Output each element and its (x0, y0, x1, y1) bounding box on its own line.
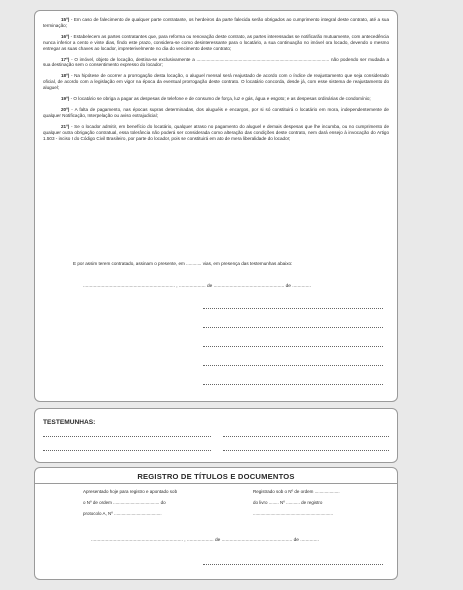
clause-number: 19º) (61, 96, 70, 102)
clause-16: 16º) - Estabelecem as partes contratantes que, para reforma ou renovação deste contrato, as partes interessadas se notificarão mutuamente, com antecedência nunca inferior a cento e vinte dias, findo este prazo, considera-se como desinteressante para o locatário, a sua continuação no imóvel ora locado, devendo o mesmo entregar as suas chaves ao locador, impreterivelmente no dia do vencimento deste contrato; (43, 33, 389, 51)
registry-box (34, 467, 398, 580)
witnesses-title: TESTEMUNHAS: (43, 419, 96, 426)
registry-left-column (83, 486, 177, 519)
signature-line (203, 346, 383, 347)
clause-text: O imóvel, objeto de locação, destina-se exclusivamente a ........................................................................................................ não podendo ser mudada a sua destinação sem o consentimento expresso do locador; (43, 56, 389, 68)
clause-text: A falta de pagamento, nas épocas supras determinadas, dos aluguéis e encargos, por si só constituirá o locatário em mora, independentemente de qualquer Notificação, Interpelação ou aviso extrajudicial; (43, 106, 389, 118)
witness-name-line (43, 450, 211, 451)
witnesses-box (34, 408, 398, 463)
registry-date-line: ..................................................................... , .................... de ..................................................... de .............. (91, 538, 319, 543)
registry-signature-line (203, 564, 383, 565)
clause-number: 15º) (61, 17, 70, 22)
registry-left-line: Apresentado hoje para registro e apontado sob (83, 489, 178, 494)
clause-text: Se o locador admitir, em benefício do locatário, qualquer atraso no pagamento do aluguel e demais despesas que lhe incumba, ou no cumprimento de qualquer outra obrigação contratual, essa tolerância não poderá ser considerada como alteração das condições deste contrato, nem dará ensejo à invocação do Artigo 1.503 - inciso I do Código Civil Brasileiro, por parte do locador, pois se constituirá em ato de mera liberalidade do locador; (43, 123, 389, 141)
place-date-line: ..................................................................... , .................... de ..................................................... de .............. (83, 284, 311, 289)
registry-right-line: ................................................................ (253, 511, 334, 516)
clause-text: Em caso de falecimento de qualquer parte contratante, os herdeiros da parte falecida serão obrigados ao cumprimento integral deste contrato, até a sua terminação; (43, 17, 389, 28)
clause-number: 18º) (61, 73, 70, 79)
contract-clauses-box (34, 10, 398, 402)
closing-statement: E por assim terem contratado, assinam o presente, em ............ vias, em presença das testemunhas abaixo: (73, 261, 293, 266)
clause-number: 17º) (61, 56, 70, 62)
clause-number: 21º) (61, 123, 70, 129)
witness-name-line (223, 450, 389, 451)
clause-18: 18º) - Na hipótese de ocorrer a prorrogação desta locação, o aluguel mensal será reajustado de acordo com o índice de reajustamento que seja considerado oficial, de acordo com a legislação em vigor na época da eventual prorrogação deste contrato. O locatário concorda, desde já, com esse sistema de reajustamento do aluguel; (43, 73, 389, 91)
witness-signature-line (43, 436, 211, 437)
signature-line (203, 308, 383, 309)
witness-signature-line (223, 436, 389, 437)
registry-divider (35, 483, 397, 484)
clause-20: 20º) - A falta de pagamento, nas épocas supras determinadas, dos aluguéis e encargos, por si só constituirá o locatário em mora, independentemente de qualquer Notificação, Interpelação ou aviso extrajudicial; (43, 106, 389, 118)
clause-text: Na hipótese de ocorrer a prorrogação desta locação, o aluguel mensal será reajustado de acordo com o índice de reajustamento que seja considerado oficial, de acordo com a legislação em vigor na época da eventual prorrogação deste contrato. O locatário concorda, desde já, com esse sistema de reajustamento do aluguel; (43, 73, 389, 91)
clause-21: 21º) - Se o locador admitir, em benefício do locatário, qualquer atraso no pagamento do aluguel e demais despesas que lhe incumba, ou no cumprimento de qualquer outra obrigação contratual, essa tolerância não poderá ser considerada como alteração das condições deste contrato, nem dará ensejo à invocação do Artigo 1.503 - inciso I do Código Civil Brasileiro, por parte do locador, pois se constituirá em ato de mera liberalidade do locador; (43, 123, 389, 141)
clause-15: 15º) - Em caso de falecimento de qualquer parte contratante, os herdeiros da parte falecida serão obrigados ao cumprimento integral deste contrato, até a sua terminação; (43, 17, 389, 28)
clause-number: 20º) (61, 106, 70, 112)
signature-line (203, 365, 383, 366)
registry-title: REGISTRO DE TÍTULOS E DOCUMENTOS (137, 472, 295, 481)
signature-line (203, 327, 383, 328)
clause-19: 19º) - O locatário se obriga a pagar as despesas de telefone e de consumo de força, luz e gás, água e esgoto; e as despesas ordinárias de condomínio; (61, 96, 371, 102)
clause-text: O locatário se obriga a pagar as despesas de telefone e de consumo de força, luz e gás, água e esgoto; e as despesas ordinárias de condomínio; (73, 96, 371, 102)
registry-right-line: do livro ........ Nº ........... de registro (253, 500, 323, 505)
signature-line (203, 384, 383, 385)
registry-left-line: o Nº de ordem ..................................... do (83, 500, 166, 505)
registry-right-line: Registrado sob o Nº de ordem .................... (253, 489, 340, 494)
clause-number: 16º) (61, 33, 70, 39)
registry-left-line: protocolo A, Nº ...................................... (83, 511, 162, 516)
clause-17: 17º) - O imóvel, objeto de locação, destina-se exclusivamente a ........................................................................................................ não podendo ser mudada a sua destinação sem o consentimento expresso do locador; (43, 56, 389, 68)
registry-right-column (253, 486, 340, 519)
clause-text: Estabelecem as partes contratantes que, para reforma ou renovação deste contrato, as partes interessadas se notificarão mutuamente, com antecedência nunca inferior a cento e vinte dias, findo este prazo, considera-se como desinteressante para o locatário, a sua continuação no imóvel ora locado, devendo o mesmo entregar as suas chaves ao locador, impreterivelmente no dia do vencimento deste contrato; (43, 33, 389, 51)
